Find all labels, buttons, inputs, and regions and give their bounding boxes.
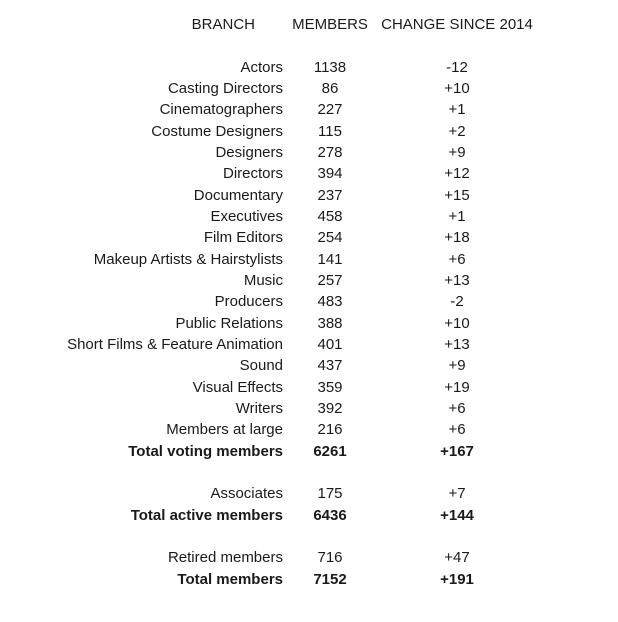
members-cell: 278 — [317, 144, 343, 162]
branch-cell: Total voting members — [128, 442, 283, 460]
branch-cell: Sound — [239, 357, 283, 375]
table-row — [0, 547, 537, 568]
change-cell: +9 — [448, 144, 466, 162]
change-column-header: CHANGE SINCE 2014 — [381, 16, 533, 34]
change-cell: -2 — [450, 293, 464, 311]
members-cell: 237 — [317, 186, 343, 204]
change-cell: +47 — [444, 549, 470, 567]
members-cell: 257 — [317, 272, 343, 290]
branch-cell: Casting Directors — [167, 80, 283, 98]
table-row — [0, 483, 537, 504]
table-row — [0, 163, 537, 184]
branch-cell: Total active members — [130, 506, 283, 524]
change-cell: +6 — [448, 250, 466, 268]
spacer-cell — [0, 35, 537, 56]
branch-cell: Executives — [210, 208, 283, 226]
change-cell: +18 — [444, 229, 470, 247]
table-row — [0, 121, 537, 142]
change-cell: +10 — [444, 80, 470, 98]
change-cell: +191 — [440, 570, 474, 588]
branch-cell: Members at large — [166, 421, 283, 439]
members-cell: 86 — [321, 80, 339, 98]
branch-cell: Associates — [210, 485, 283, 503]
section-spacer — [0, 526, 537, 547]
table-row — [0, 99, 537, 120]
table-row — [0, 142, 537, 163]
change-cell: +6 — [448, 400, 466, 418]
change-cell: +10 — [444, 314, 470, 332]
branch-cell: Producers — [214, 293, 283, 311]
members-cell: 6436 — [313, 506, 347, 524]
total-row — [0, 505, 537, 526]
branch-cell: Costume Designers — [151, 122, 283, 140]
members-cell: 1138 — [313, 58, 347, 76]
members-cell: 483 — [317, 293, 343, 311]
membership-table — [0, 14, 537, 590]
branch-cell: Short Films & Feature Animation — [67, 336, 283, 354]
members-cell: 716 — [317, 549, 343, 567]
members-cell: 6261 — [313, 442, 347, 460]
members-cell: 388 — [317, 314, 343, 332]
table-row — [0, 398, 537, 419]
members-cell: 115 — [318, 122, 342, 140]
section-spacer — [0, 462, 537, 483]
members-cell: 216 — [317, 421, 343, 439]
table-row — [0, 57, 537, 78]
members-cell: 458 — [317, 208, 343, 226]
branch-cell: Total members — [177, 570, 283, 588]
change-cell: +13 — [444, 336, 470, 354]
change-cell: +167 — [440, 442, 474, 460]
table-row — [0, 291, 537, 312]
branch-cell: Directors — [222, 165, 283, 183]
members-cell: 7152 — [313, 570, 347, 588]
table-row — [0, 355, 537, 376]
table-body — [0, 35, 537, 590]
change-cell: +15 — [444, 186, 470, 204]
table-row — [0, 185, 537, 206]
change-cell: +144 — [440, 506, 474, 524]
spacer-cell — [0, 462, 537, 483]
table-row — [0, 227, 537, 248]
change-cell: -12 — [446, 58, 468, 76]
change-cell: +12 — [444, 165, 470, 183]
branch-cell: Film Editors — [203, 229, 283, 247]
change-cell: +7 — [448, 485, 466, 503]
change-cell: +1 — [448, 101, 466, 119]
members-cell: 227 — [317, 101, 343, 119]
header-row — [0, 14, 537, 35]
members-cell: 392 — [317, 400, 343, 418]
table-row — [0, 313, 537, 334]
change-cell: +9 — [448, 357, 466, 375]
spacer-cell — [0, 526, 537, 547]
change-cell: +19 — [444, 378, 470, 396]
branch-column-header: BRANCH — [191, 16, 255, 34]
change-cell: +13 — [444, 272, 470, 290]
total-row — [0, 569, 537, 590]
table-row — [0, 377, 537, 398]
branch-cell: Cinematographers — [159, 101, 283, 119]
branch-cell: Visual Effects — [192, 378, 283, 396]
members-column-header: MEMBERS — [292, 16, 368, 34]
change-cell: +2 — [448, 122, 466, 140]
branch-cell: Writers — [235, 400, 283, 418]
members-cell: 254 — [317, 229, 343, 247]
table-row — [0, 419, 537, 440]
table-row — [0, 334, 537, 355]
members-cell: 141 — [317, 250, 343, 268]
change-cell: +1 — [448, 208, 466, 226]
branch-cell: Designers — [215, 144, 283, 162]
change-cell: +6 — [448, 421, 466, 439]
section-spacer — [0, 35, 537, 56]
branch-cell: Actors — [240, 58, 283, 76]
branch-cell: Public Relations — [175, 314, 283, 332]
branch-cell: Makeup Artists & Hairstylists — [93, 250, 283, 268]
members-cell: 437 — [317, 357, 343, 375]
members-cell: 394 — [317, 165, 343, 183]
branch-cell: Retired members — [167, 549, 283, 567]
members-cell: 175 — [317, 485, 343, 503]
total-row — [0, 441, 537, 462]
members-cell: 401 — [317, 336, 343, 354]
branch-cell: Music — [243, 272, 283, 290]
table-row — [0, 206, 537, 227]
table-row — [0, 249, 537, 270]
members-cell: 359 — [317, 378, 343, 396]
table-row — [0, 270, 537, 291]
branch-cell: Documentary — [193, 186, 283, 204]
table-row — [0, 78, 537, 99]
